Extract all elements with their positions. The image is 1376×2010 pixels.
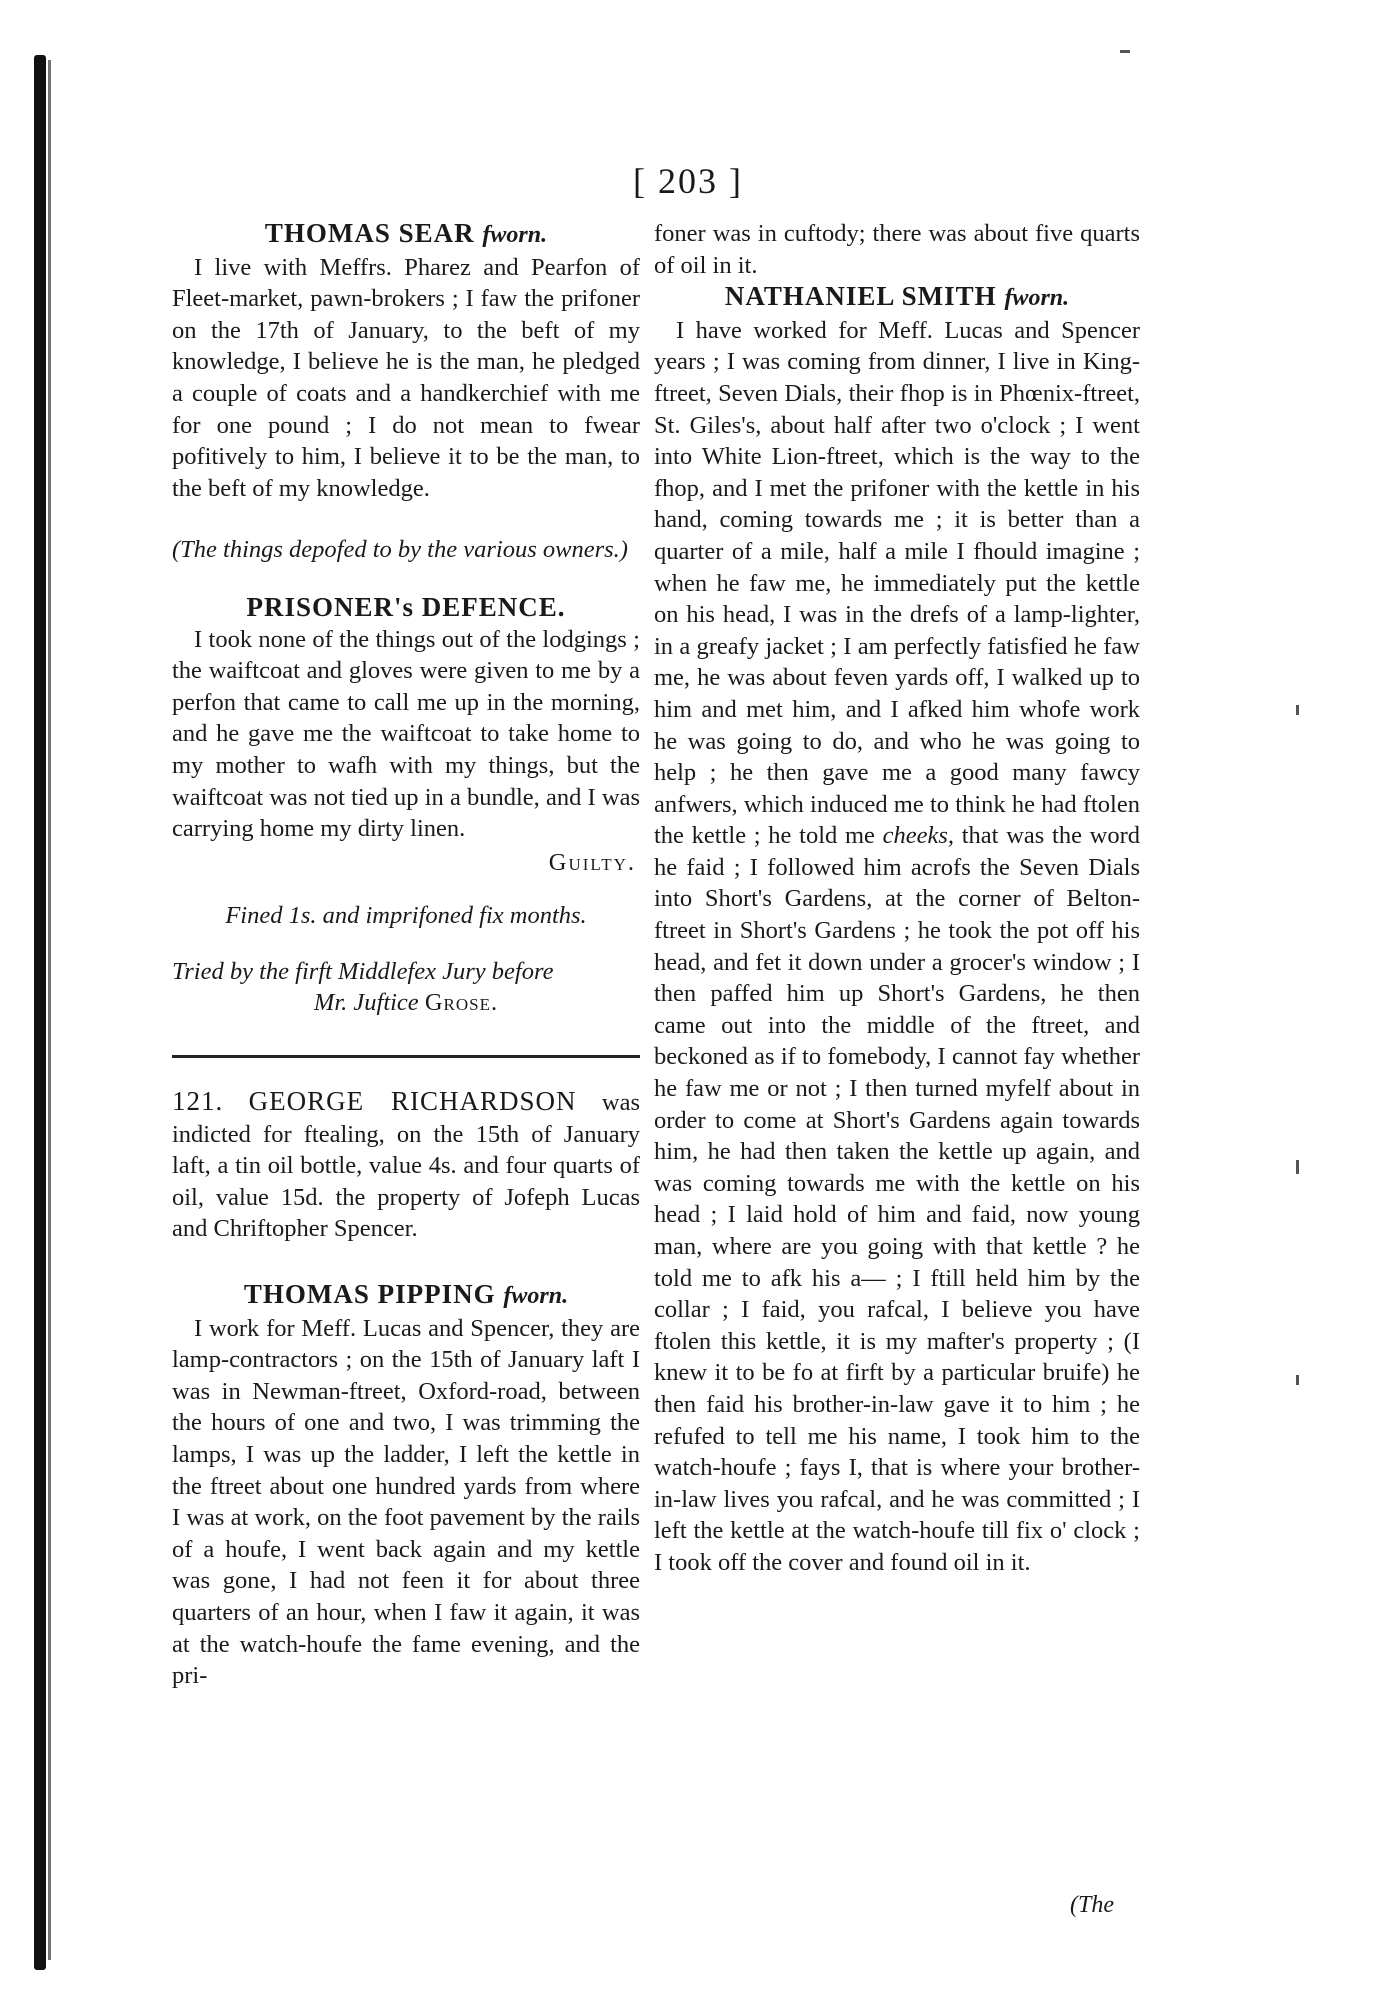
speck xyxy=(1296,705,1299,715)
judge-title: Mr. Juftice xyxy=(313,989,419,1017)
witness-name: NATHANIEL SMITH xyxy=(724,281,997,312)
testimony-pipping: I work for Meff. Lucas and Spencer, they are lamp-contractors ; on the 15th of January laft I was in Newman-ftreet, Oxford-road, between the hours of one and two, I was trimming the lamps, I was up the ladder, I left the kettle in the ftreet about one hundred yards from where I was at work, on the foot pavement by the rails of a houfe, I went back again and my kettle was gone, I had not feen it for about three quarters of an hour, when I faw it again, it was at the watch-houfe the fame evening, and the pri- xyxy=(172,1314,640,1690)
witness-heading-pipping xyxy=(172,1279,640,1313)
witness-name: THOMAS SEAR xyxy=(264,218,475,248)
indictment-text: was indicted for ftealing, on the 15th of January laft, a tin oil bottle, value 4s. and four quarts of oil, value 15d. the property of Jofeph Lucas and Chriftopher Spencer. xyxy=(172,1089,640,1243)
testimony-sear: I live with Meffrs. Pharez and Pearfon of Fleet-market, pawn-brokers ; I faw the prifoner on the 17th of January, to the beft of my knowledge, I believe he is the man, he pledged a couple of coats and a handkerchief with me for one pound ; I do not mean to fwear pofitively to him, I believe it to be the man, to the beft of my knowledge. xyxy=(172,253,640,502)
case-entry xyxy=(172,1086,640,1245)
right-column xyxy=(654,218,1140,1579)
judge-name: Grose. xyxy=(424,989,499,1017)
defence-text: I took none of the things out of the lodgings ; the waiftcoat and gloves were given to me by a perfon that came to call me up in the morning, and he gave me the waiftcoat to take home to my mother to wafh with my things, but the waiftcoat was not tied up in a bundle, and I was carrying home my dirty linen. xyxy=(172,625,640,843)
binding-shadow xyxy=(34,55,46,1970)
witness-heading-smith xyxy=(654,281,1140,315)
case-number: 121. xyxy=(172,1086,224,1117)
judge-line xyxy=(172,987,640,1019)
testimony-smith-part-2: that was the word he faid ; I followed him acrofs the Seven Dials into Short's Gardens, at the corner of Belton-ftreet in Short's Gardens ; he took the pot off his head, and fet it down under a grocer's window ; I then paffed him up Short's Gardens, he then came out into the middle of the ftreet, and beckoned as if to fomebody, I cannot fay whether he faw me or not ; I then turned myfelf about in order to come at Short's Gardens again towards him, he had then taken the kettle up again, and was coming towards me with the kettle on his head ; I laid hold of him and faid, now young man, where are you going with that kettle ? he told me to afk his a— ; I ftill held him by the collar ; I faid, you rafcal, I believe you have ftolen this kettle, it is my mafter's property ; (I knew it to be fo at firft by a particular bruife) he then faid his brother-in-law gave it to him ; he refufed to tell me his name, I took him to the watch-houfe ; fays I, that is where your brother-in-law lives you rafcal, and he was committed ; I left the kettle at the watch-houfe till fix o' clock ; I took off the cover and found oil in it. xyxy=(654,822,1141,1576)
witness-heading-sear xyxy=(172,218,640,252)
sworn-label: fworn. xyxy=(503,1283,569,1310)
witness-name: THOMAS PIPPING xyxy=(243,1279,496,1310)
sworn-label: fworn. xyxy=(482,222,548,248)
defendant-name: GEORGE RICHARDSON xyxy=(248,1086,577,1117)
catchword: (The xyxy=(1070,1892,1114,1918)
testimony-smith xyxy=(654,315,1140,1579)
section-divider xyxy=(172,1055,640,1058)
evidence-note: (The things depofed to by the various owners.) xyxy=(172,536,628,564)
verdict: Guilty. xyxy=(548,848,636,876)
left-column xyxy=(172,218,640,1692)
defence-heading: PRISONER's DEFENCE. xyxy=(246,591,566,622)
quoted-word: cheeks, xyxy=(882,822,955,850)
binding-edge xyxy=(48,60,51,1960)
testimony-smith-part-1: I have worked for Meff. Lucas and Spencer years ; I was coming from dinner, I live in King-ftreet, Seven Dials, their fhop is in Phœnix-ftreet, St. Giles's, about half after two o'clock ; I went into White Lion-ftreet, which is the way to the fhop, and I met the prifoner with the kettle in his hand, coming towards me ; it is better than a quarter of a mile, half a mile I fhould imagine ; when he faw me, he immediately put the kettle on his head, I was in the drefs of a lamp-lighter, in a greafy jacket ; I am perfectly fatisfied he faw me, he was about feven yards off, I walked up to him and met him, and I afked him whofe work he was going to do, and who he was going to help ; he then gave me a good many fawcy anfwers, which induced me to think he had ftolen the kettle ; he told me xyxy=(654,316,1140,850)
sworn-label: fworn. xyxy=(1004,285,1070,312)
court-note-prefix: Tried by the firft Middlefex Jury before xyxy=(172,957,554,985)
testimony-continuation: foner was in cuftody; there was about five quarts of oil in it. xyxy=(654,220,1140,279)
speck xyxy=(1296,1160,1299,1174)
court-note xyxy=(172,956,640,1019)
speck xyxy=(1120,50,1130,53)
sentence: Fined 1s. and imprifoned fix months. xyxy=(225,902,587,930)
speck xyxy=(1296,1375,1299,1385)
page-number: [ 203 ] xyxy=(633,161,743,201)
